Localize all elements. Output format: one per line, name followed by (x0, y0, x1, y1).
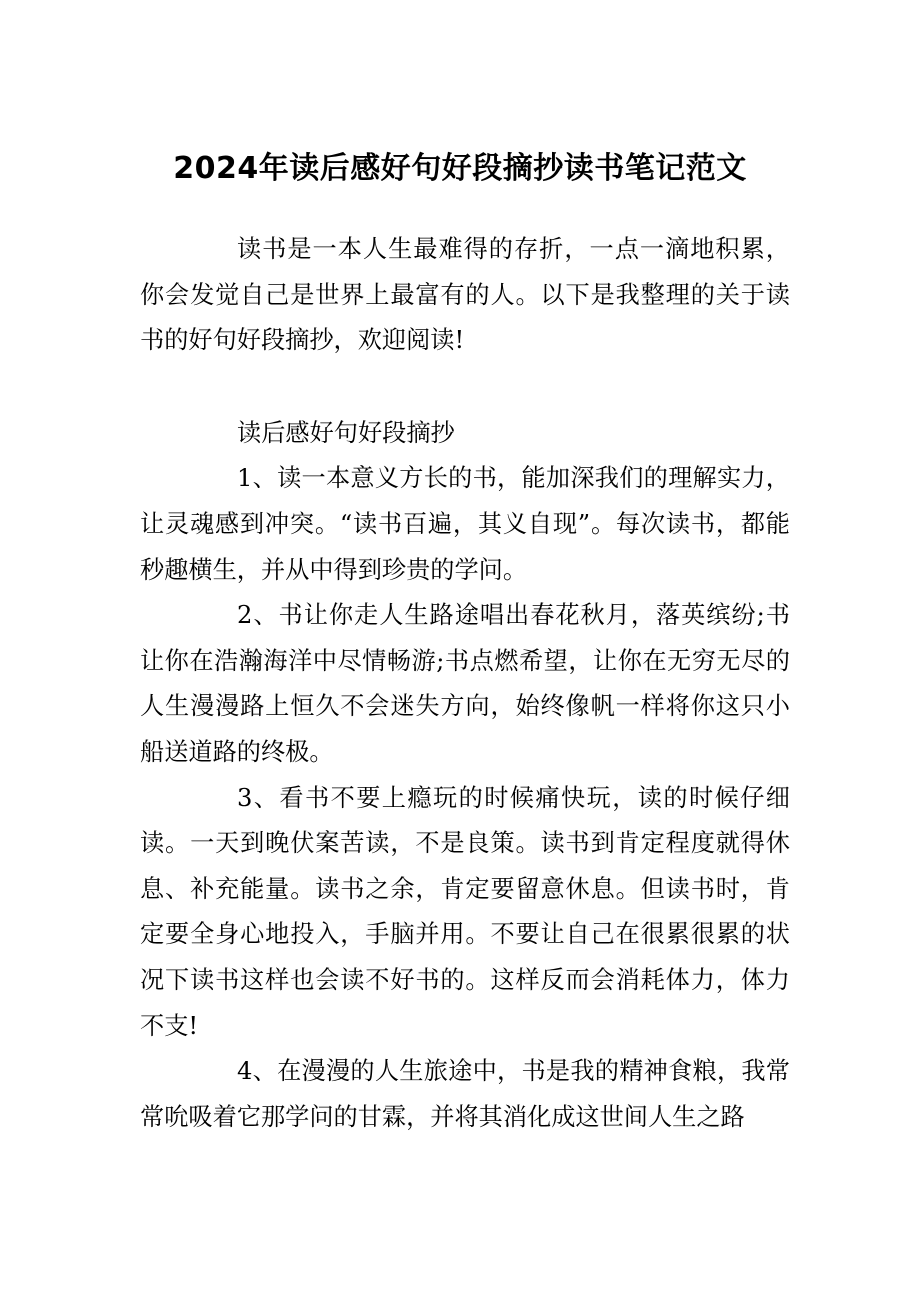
excerpt-paragraph-1: 1、读一本意义方长的书，能加深我们的理解实力，让灵魂感到冲突。“读书百遍，其义自现”。每次读书，都能秒趣横生，并从中得到珍贵的学问。 (140, 464, 790, 584)
section-heading: 读后感好句好段摘抄 (237, 418, 455, 447)
page-title: 2024年读后感好句好段摘抄读书笔记范文 (173, 151, 747, 186)
excerpt-paragraph-3: 3、看书不要上瘾玩的时候痛快玩，读的时候仔细读。一天到晚伏案苦读，不是良策。读书到肯定程度就得休息、补充能量。读书之余，肯定要留意休息。但读书时，肯定要全身心地投入，手脑并用。不要让自己在很累很累的状况下读书这样也会读不好书的。这样反而会消耗体力，体力不支! (140, 783, 790, 1040)
excerpt-paragraph-2: 2、书让你走人生路途唱出春花秋月，落英缤纷;书让你在浩瀚海洋中尽情畅游;书点燃希望，让你在无穷无尽的人生漫漫路上恒久不会迷失方向，始终像帆一样将你这只小船送道路的终极。 (140, 601, 790, 766)
intro-paragraph: 读书是一本人生最难得的存折，一点一滴地积累，你会发觉自己是世界上最富有的人。以下是我整理的关于读书的好句好段摘抄，欢迎阅读! (140, 235, 790, 355)
excerpt-paragraph-4: 4、在漫漫的人生旅途中，书是我的精神食粮，我常常吮吸着它那学问的甘霖，并将其消化成这世间人生之路 (140, 1057, 790, 1131)
document-body (140, 227, 790, 1140)
